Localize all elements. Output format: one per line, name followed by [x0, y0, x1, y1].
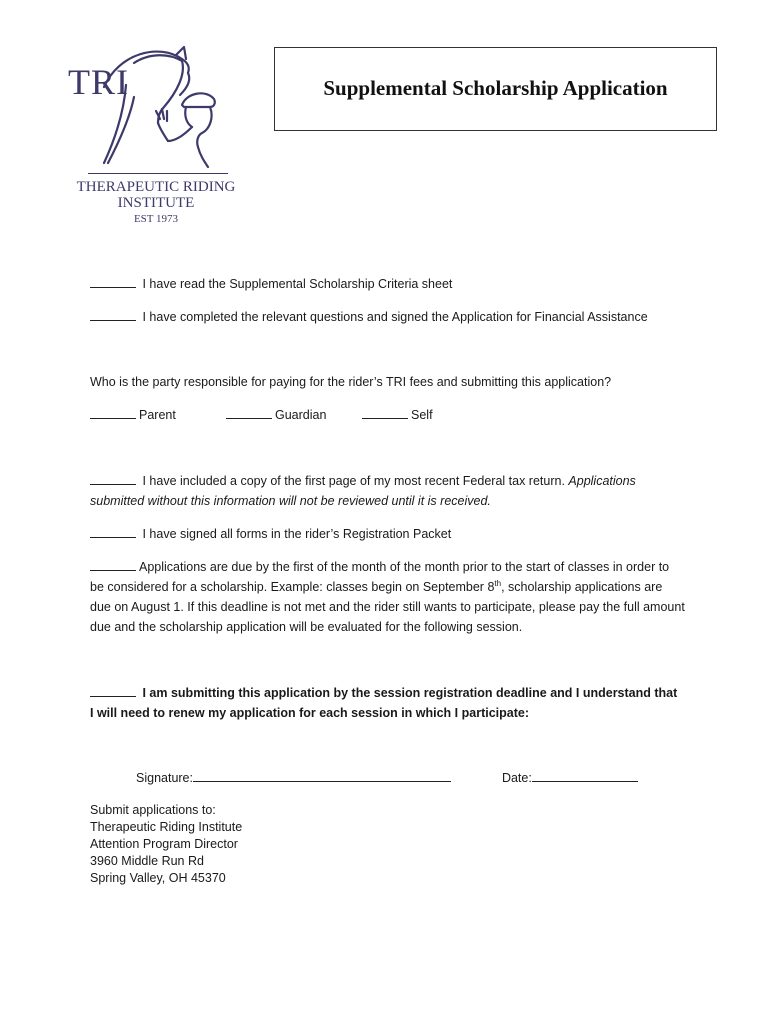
checklist-item-registration-packet	[90, 524, 690, 544]
checklist-item-label: I have signed all forms in the rider’s Registration Packet	[142, 527, 452, 541]
option-label: Self	[411, 408, 433, 422]
option-parent	[90, 405, 226, 425]
tri-logo	[64, 45, 248, 230]
checkbox-blank-line[interactable]	[90, 472, 136, 485]
logo-established: EST 1973	[133, 213, 179, 225]
signature-row	[136, 768, 676, 788]
address-line: 3960 Middle Run Rd	[90, 854, 204, 868]
checklist-item-acknowledgement	[90, 683, 680, 723]
title-box	[274, 47, 717, 131]
logo-organization-name	[64, 179, 248, 211]
checklist-item-tax-return	[90, 471, 660, 511]
tax-return-note: Applications submitted without this information will not be reviewed until it is received.	[90, 474, 636, 508]
deadline-text-part1: Applications are due by the first of the month of the month prior to the start of classes in order to be considered for a scholarship. Example: classes begin on September 8	[90, 560, 670, 594]
checklist-item-financial-assistance	[90, 307, 690, 327]
checklist-item-criteria	[90, 274, 690, 294]
checkbox-blank-line[interactable]	[226, 406, 272, 419]
address-line: Therapeutic Riding Institute	[90, 820, 243, 834]
logo-name-line2: INSTITUTE	[117, 195, 195, 211]
deadline-text-part2: , scholarship applications are due on August 1. If this deadline is not met and the rider still wants to participate, please pay the full amount due and the scholarship application will be evaluated for the following session.	[90, 580, 685, 634]
checkbox-blank-line[interactable]	[90, 684, 136, 697]
submit-heading: Submit applications to:	[90, 803, 216, 817]
checkbox-blank-line[interactable]	[90, 525, 136, 538]
deadline-superscript: th	[494, 578, 502, 588]
logo-name-line1: THERAPEUTIC RIDING	[76, 179, 236, 195]
option-self	[362, 405, 433, 425]
checkbox-blank-line[interactable]	[90, 308, 136, 321]
checklist-item-deadline	[90, 557, 686, 637]
logo-divider	[88, 173, 228, 174]
acknowledgement-text: I am submitting this application by the session registration deadline and I understand that I will need to renew my application for each session in which I participate:	[90, 686, 678, 720]
option-label: Parent	[139, 408, 176, 422]
checklist-item-label: I have completed the relevant questions and signed the Application for Financial Assistance	[142, 310, 648, 324]
page-title: Supplemental Scholarship Application	[323, 76, 668, 100]
checkbox-blank-line[interactable]	[362, 406, 408, 419]
option-label: Guardian	[275, 408, 327, 422]
logo-abbreviation: TRI	[68, 62, 129, 102]
signature-label: Signature:	[136, 771, 193, 785]
address-line: Attention Program Director	[90, 837, 238, 851]
submit-address	[90, 802, 690, 887]
checkbox-blank-line[interactable]	[90, 275, 136, 288]
address-line: Spring Valley, OH 45370	[90, 871, 226, 885]
party-options	[90, 405, 690, 425]
tax-return-text: I have included a copy of the first page of my most recent Federal tax return.	[142, 474, 565, 488]
signature-field[interactable]	[193, 769, 451, 782]
checkbox-blank-line[interactable]	[90, 406, 136, 419]
date-label: Date:	[501, 771, 532, 785]
option-guardian	[226, 405, 362, 425]
checklist-item-label: I have read the Supplemental Scholarship Criteria sheet	[142, 277, 453, 291]
checkbox-blank-line[interactable]	[90, 558, 136, 571]
date-field[interactable]	[532, 769, 638, 782]
party-question: Who is the party responsible for paying for the rider’s TRI fees and submitting this application?	[90, 375, 612, 389]
